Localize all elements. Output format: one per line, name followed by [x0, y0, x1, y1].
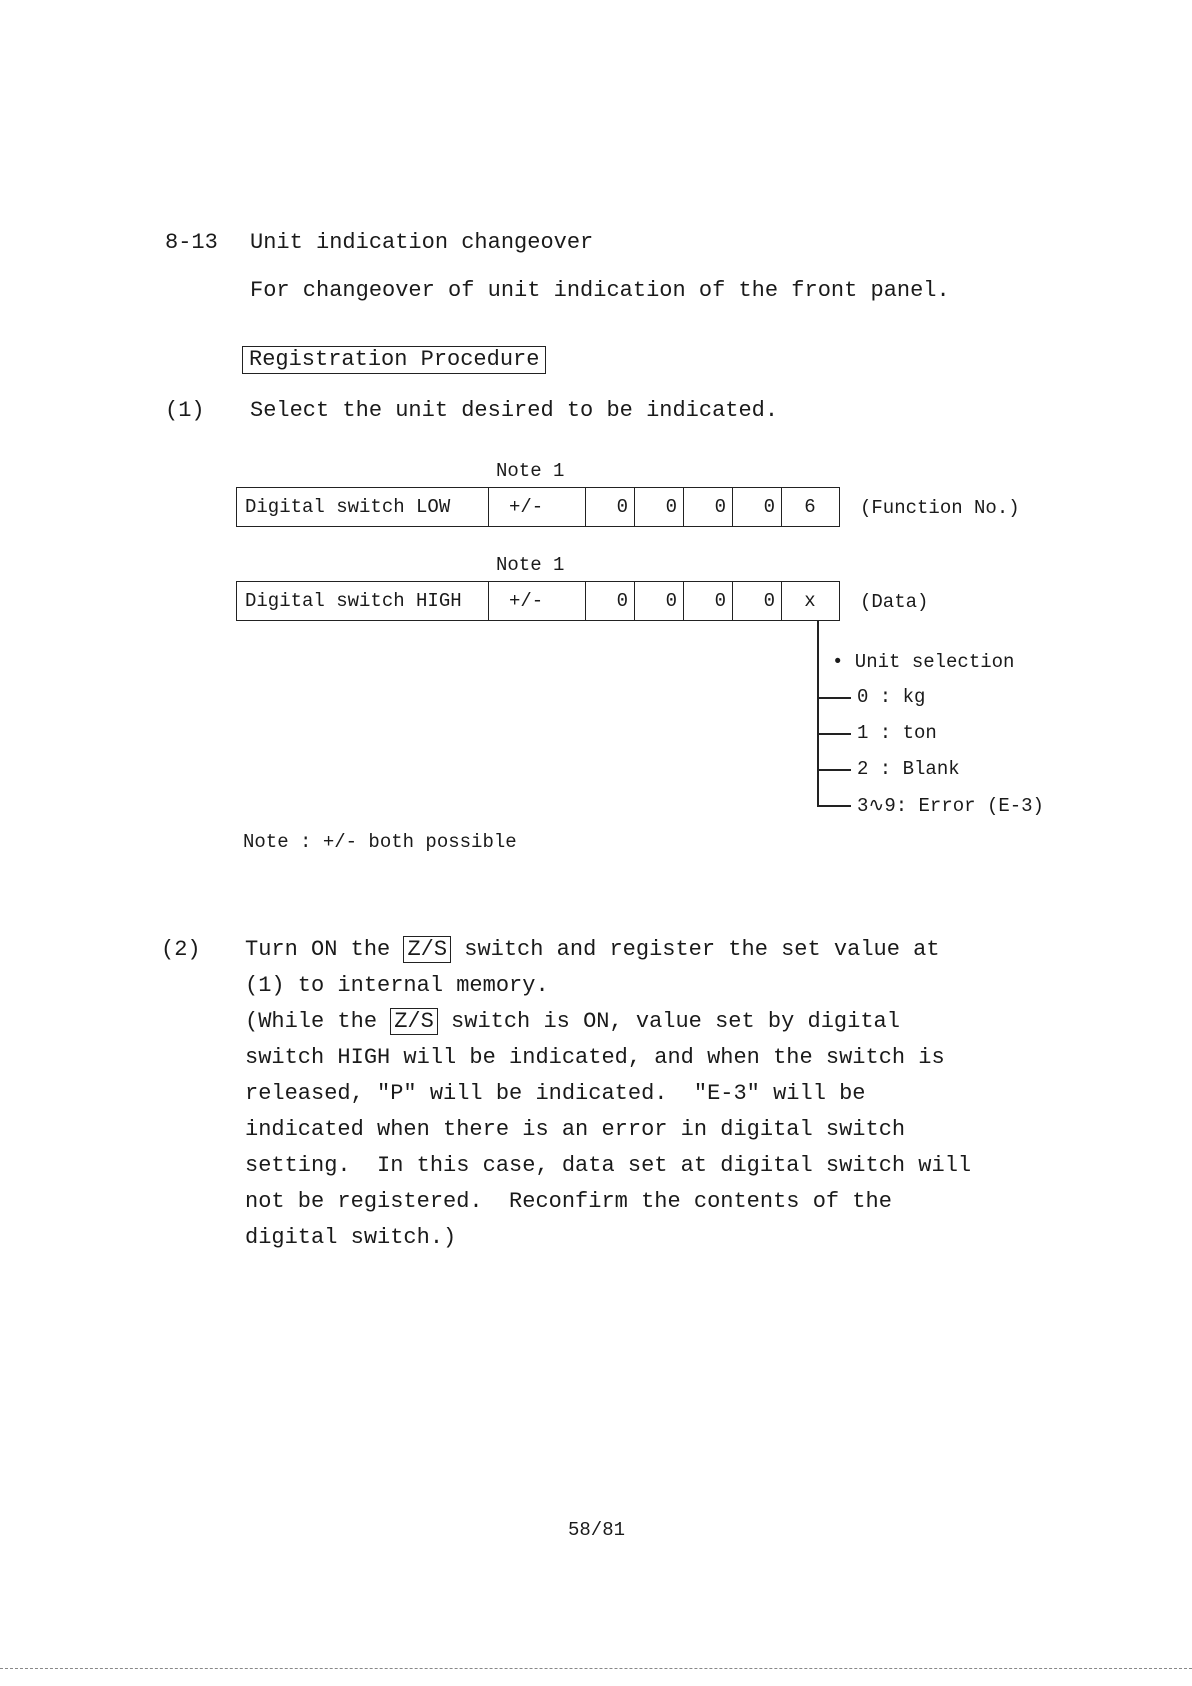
low-digit-cell: 6	[804, 496, 816, 518]
section-title: Unit indication changeover	[250, 230, 594, 255]
low-note-label: Note 1	[496, 460, 565, 482]
low-digit-cell: 0	[635, 488, 684, 526]
step2-number: (2)	[161, 937, 201, 962]
section-subtitle: For changeover of unit indication of the front panel.	[250, 278, 950, 303]
step1-number: (1)	[165, 398, 205, 423]
bottom-dashed-rule	[0, 1668, 1192, 1669]
zs-key-label: Z/S	[390, 1008, 438, 1035]
high-switch-name: Digital switch HIGH	[237, 582, 489, 620]
step2-line: digital switch.)	[245, 1225, 457, 1250]
data-caption: (Data)	[860, 591, 929, 613]
high-digit-cell: 0	[733, 582, 782, 620]
digital-switch-high-row	[236, 581, 840, 621]
unit-selection-title: • Unit selection	[832, 651, 1015, 673]
bracket-vertical-line	[817, 621, 819, 806]
high-digit-cell: 0	[586, 582, 635, 620]
unit-option: 3∿9: Error (E-3)	[857, 795, 1044, 817]
high-digit-cell: 0	[684, 582, 733, 620]
step2-text: switch is ON, value set by digital	[437, 1009, 900, 1034]
unit-option: 1 : ton	[857, 722, 937, 744]
step2-text: (While the	[245, 1009, 391, 1034]
zs-key-label: Z/S	[403, 936, 451, 963]
low-sign-cell: +/-	[489, 488, 586, 526]
high-sign-cell: +/-	[489, 582, 586, 620]
section-number: 8-13	[165, 230, 218, 255]
step2-line: not be registered. Reconfirm the contents of the	[245, 1189, 892, 1214]
step2-line: setting. In this case, data set at digital switch will	[245, 1153, 972, 1178]
bracket-tick	[817, 805, 851, 807]
function-no-caption: (Function No.)	[860, 497, 1020, 519]
step2-text: Turn ON the	[245, 937, 404, 962]
note-text: Note : +/- both possible	[243, 831, 517, 853]
step2-line: (1) to internal memory.	[245, 973, 549, 998]
high-note-label: Note 1	[496, 554, 565, 576]
low-switch-name: Digital switch LOW	[237, 488, 489, 526]
digital-switch-low-row	[236, 487, 840, 527]
step2-line: indicated when there is an error in digital switch	[245, 1117, 906, 1142]
step2-line	[245, 937, 940, 962]
bracket-tick	[817, 769, 851, 771]
step2-line: released, "P" will be indicated. "E-3" will be	[245, 1081, 866, 1106]
bracket-tick	[817, 733, 851, 735]
page-number: 58/81	[568, 1519, 626, 1541]
high-digit-cell: x	[804, 590, 816, 612]
unit-option: 2 : Blank	[857, 758, 960, 780]
bracket-tick	[817, 697, 851, 699]
low-digit-cell: 0	[684, 488, 733, 526]
step2-text: switch and register the set value at	[451, 937, 940, 962]
high-digit-cell: 0	[635, 582, 684, 620]
registration-procedure-label: Registration Procedure	[242, 346, 546, 374]
low-digit-cell: 0	[733, 488, 782, 526]
step2-line: switch HIGH will be indicated, and when the switch is	[245, 1045, 945, 1070]
step2-line	[245, 1009, 900, 1034]
low-digit-cell: 0	[586, 488, 635, 526]
unit-option: 0 : kg	[857, 686, 926, 708]
step1-text: Select the unit desired to be indicated.	[250, 398, 779, 423]
